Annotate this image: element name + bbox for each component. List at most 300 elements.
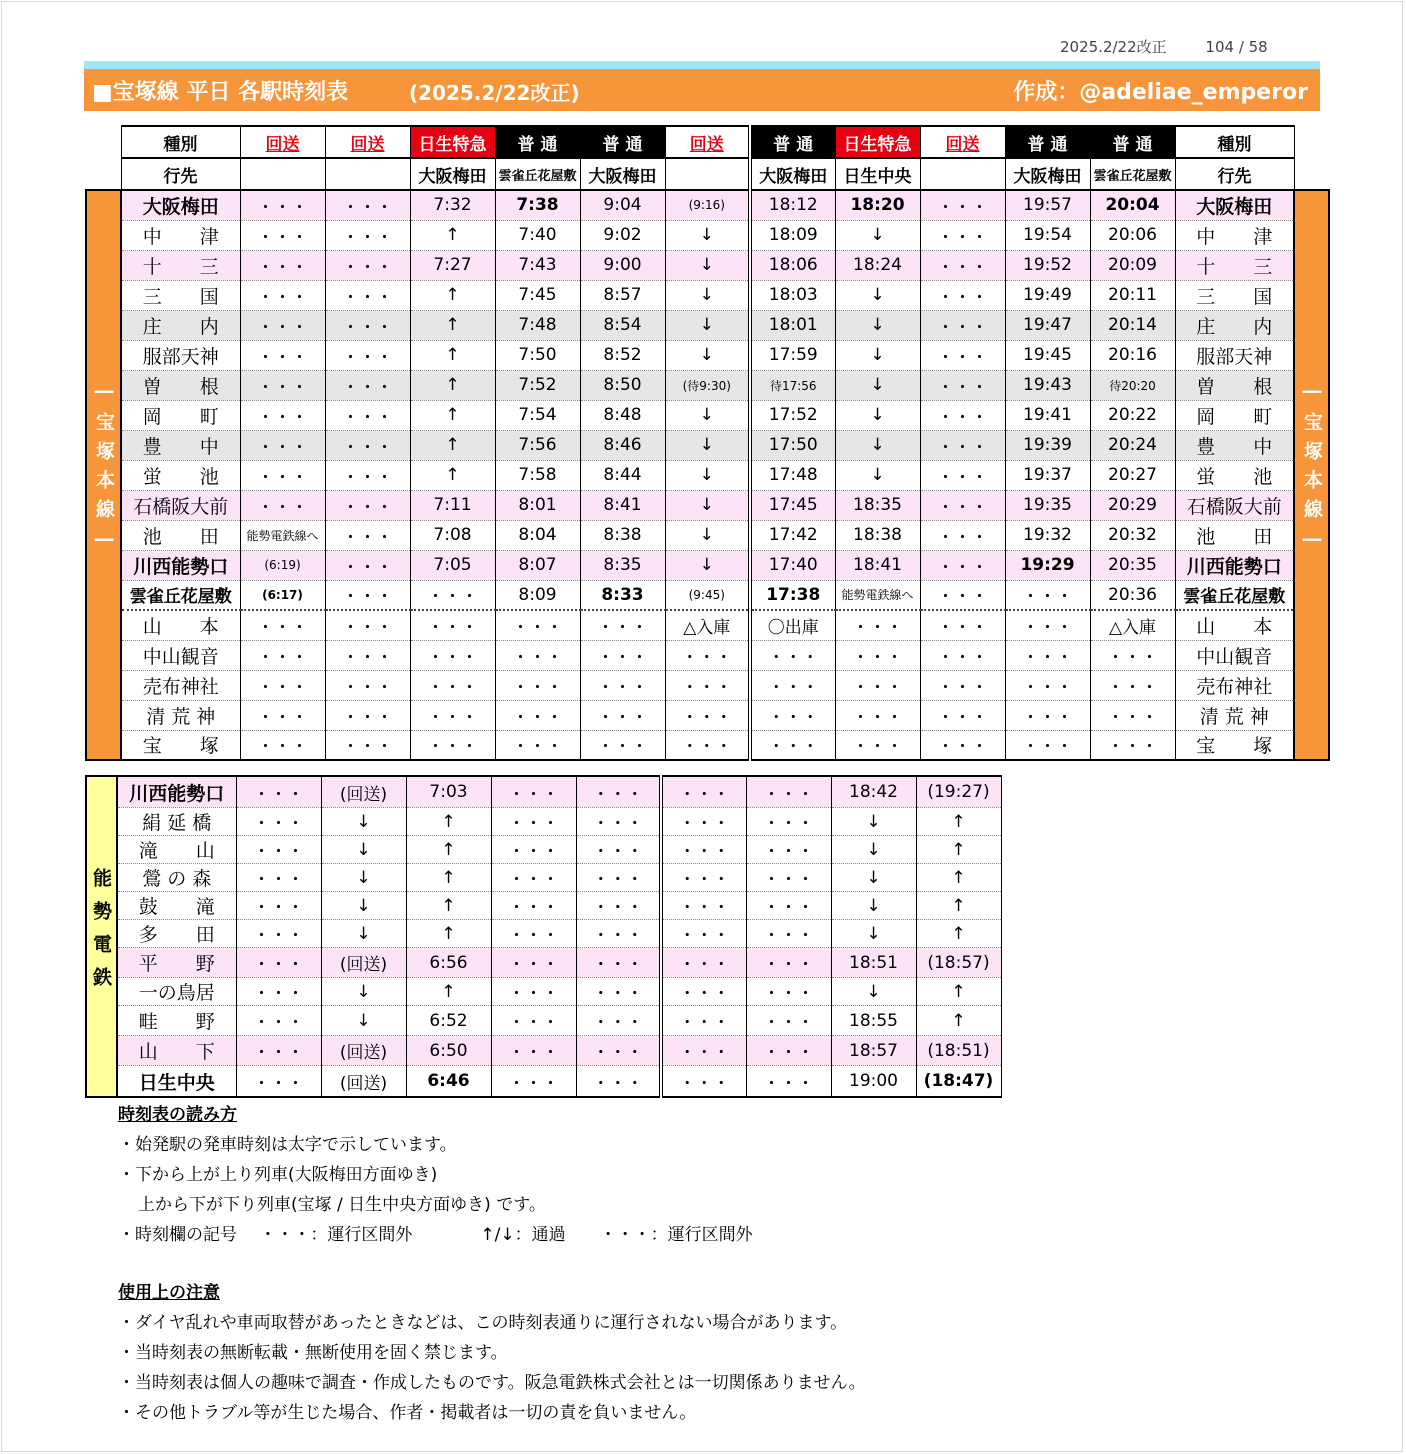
station-name: 曽 根 [121,370,240,400]
time-cell: ・・・ [750,670,835,700]
time-cell: ・・・ [576,776,661,808]
time-cell: ・・・ [750,730,835,760]
train-type-cell: 普 通 [1090,126,1175,158]
station-name: 清 荒 神 [1175,700,1294,730]
time-cell: ・・・ [491,776,576,808]
time-cell: (18:51) [916,1036,1001,1066]
time-cell: ↑ [406,978,491,1006]
time-cell: ・・・ [240,340,325,370]
time-cell: ・・・ [491,808,576,836]
time-cell: ・・・ [661,776,746,808]
time-cell: ・・・ [236,864,321,892]
time-cell: ・・・ [580,640,665,670]
time-cell: ・・・ [576,920,661,948]
revision-label: 2025.2/22改正 [1060,38,1167,56]
time-cell: ・・・ [746,1036,831,1066]
station-name: 大阪梅田 [1175,190,1294,220]
station-name: 日生中央 [117,1066,236,1098]
time-cell: ↑ [410,220,495,250]
time-cell: ↑ [410,280,495,310]
time-cell: ・・・ [236,892,321,920]
time-cell: ・・・ [920,220,1005,250]
time-cell: ・・・ [236,920,321,948]
time-cell: ・・・ [580,610,665,640]
station-name: 三 国 [121,280,240,310]
time-cell: ↑ [410,370,495,400]
time-cell: ・・・ [746,864,831,892]
station-name: 中 津 [121,220,240,250]
station-name: 豊 中 [1175,430,1294,460]
time-cell: 18:35 [835,490,920,520]
page-number: 104 / 58 [1205,38,1268,56]
time-cell: ・・・ [661,808,746,836]
time-cell: 待17:56 [750,370,835,400]
time-cell: 19:45 [1005,340,1090,370]
header-spacer [86,158,121,190]
time-cell: ・・・ [746,836,831,864]
time-cell: ・・・ [325,310,410,340]
time-cell: ↓ [831,808,916,836]
train-type-label: 回送 [350,134,385,155]
time-cell: ・・・ [325,730,410,760]
destination-cell [665,158,750,190]
time-cell: ・・・ [920,340,1005,370]
time-cell: (19:27) [916,776,1001,808]
destination-cell: 行先 [121,158,240,190]
time-cell: 17:59 [750,340,835,370]
train-type-cell: 種別 [121,126,240,158]
station-name: 宝 塚 [1175,730,1294,760]
time-cell: ・・・ [746,978,831,1006]
time-cell: ・・・ [665,670,750,700]
line-side-text: ―宝塚本線― [93,379,115,560]
time-cell: ・・・ [661,864,746,892]
station-name: 服部天神 [1175,340,1294,370]
time-cell: ・・・ [835,670,920,700]
station-name: 畦 野 [117,1006,236,1036]
nose-electric-timetable [85,775,1002,1098]
time-cell: ・・・ [835,640,920,670]
time-cell: ↓ [835,280,920,310]
train-type-cell [665,126,750,158]
station-name: 庄 内 [1175,310,1294,340]
time-cell: 19:35 [1005,490,1090,520]
time-cell: ↓ [835,430,920,460]
time-cell: 20:27 [1090,460,1175,490]
time-cell: 19:47 [1005,310,1090,340]
time-cell: 20:09 [1090,250,1175,280]
time-cell: ↑ [406,864,491,892]
time-cell: ・・・ [410,580,495,610]
time-cell: ・・・ [491,978,576,1006]
time-cell: 19:41 [1005,400,1090,430]
time-cell: ・・・ [325,640,410,670]
time-cell: ・・・ [750,700,835,730]
time-cell: ・・・ [920,190,1005,220]
header-spacer [86,126,121,158]
time-cell: 7:58 [495,460,580,490]
time-cell: ・・・ [746,948,831,978]
time-cell: ↑ [410,460,495,490]
time-cell: 能勢電鉄線へ [835,580,920,610]
time-cell: ・・・ [920,310,1005,340]
time-cell: 7:11 [410,490,495,520]
destination-cell: 雲雀丘花屋敷 [1090,158,1175,190]
station-name: 蛍 池 [1175,460,1294,490]
time-cell: ・・・ [920,490,1005,520]
time-cell: ・・・ [920,460,1005,490]
time-cell: ・・・ [495,700,580,730]
time-cell: 9:00 [580,250,665,280]
station-name: 中 津 [1175,220,1294,250]
time-cell: 8:35 [580,550,665,580]
time-cell: ・・・ [661,920,746,948]
station-name: 三 国 [1175,280,1294,310]
howto-line: ・時刻欄の記号 ・・・：運行区間外 ↑/↓：通過 ・・・：運行区間外 [118,1225,753,1245]
time-cell: ・・・ [236,808,321,836]
time-cell: 20:16 [1090,340,1175,370]
time-cell: 18:41 [835,550,920,580]
time-cell: 18:12 [750,190,835,220]
time-cell: ・・・ [325,280,410,310]
line-side-label [86,190,121,760]
time-cell: ・・・ [1090,730,1175,760]
time-cell: ↑ [410,340,495,370]
time-cell: 8:50 [580,370,665,400]
time-cell: 7:54 [495,400,580,430]
time-cell: ・・・ [325,340,410,370]
time-cell: (待9:30) [665,370,750,400]
time-cell: ・・・ [236,948,321,978]
train-type-cell: 普 通 [495,126,580,158]
time-cell: 19:57 [1005,190,1090,220]
station-name: 庄 内 [121,310,240,340]
time-cell: ・・・ [325,520,410,550]
time-cell: ↑ [406,836,491,864]
time-cell: 8:41 [580,490,665,520]
time-cell: ・・・ [920,610,1005,640]
time-cell: ・・・ [491,1066,576,1098]
train-type-cell [240,126,325,158]
time-cell: ↑ [916,836,1001,864]
train-type-cell: 普 通 [1005,126,1090,158]
time-cell: ・・・ [325,190,410,220]
time-cell: 7:50 [495,340,580,370]
time-cell: ・・・ [495,730,580,760]
destination-cell: 大阪梅田 [750,158,835,190]
time-cell: ・・・ [835,730,920,760]
time-cell: ・・・ [576,948,661,978]
author-credit: 作成：@adeliae_emperor [1013,80,1308,105]
time-cell: 18:42 [831,776,916,808]
train-type-label: 回送 [265,134,300,155]
time-cell: 能勢電鉄線へ [240,520,325,550]
time-cell: ・・・ [240,670,325,700]
time-cell: 8:54 [580,310,665,340]
page-header [1060,36,1302,57]
time-cell: 8:33 [580,580,665,610]
time-cell: (回送) [321,948,406,978]
time-cell: 20:11 [1090,280,1175,310]
title-bar [84,69,1320,111]
time-cell: ・・・ [661,978,746,1006]
time-cell: ・・・ [920,400,1005,430]
time-cell: ・・・ [746,808,831,836]
time-cell: ・・・ [580,730,665,760]
time-cell: ・・・ [920,670,1005,700]
time-cell: ↑ [410,310,495,340]
station-name: 多 田 [117,920,236,948]
time-cell: ・・・ [240,250,325,280]
time-cell: ↓ [321,920,406,948]
time-cell: (6:19) [240,550,325,580]
time-cell: 8:57 [580,280,665,310]
time-cell: (18:47) [916,1066,1001,1098]
time-cell: 6:56 [406,948,491,978]
takarazuka-line-timetable [85,125,1330,761]
time-cell: ↑ [406,920,491,948]
time-cell: ・・・ [240,430,325,460]
time-cell: ・・・ [240,190,325,220]
train-type-cell: 日生特急 [835,126,920,158]
time-cell: 18:06 [750,250,835,280]
station-name: 池 田 [121,520,240,550]
time-cell: 7:40 [495,220,580,250]
time-cell: 7:03 [406,776,491,808]
time-cell: ・・・ [750,640,835,670]
time-cell: 18:55 [831,1006,916,1036]
time-cell: (回送) [321,776,406,808]
time-cell: ・・・ [920,580,1005,610]
time-cell: ・・・ [491,892,576,920]
time-cell: 19:29 [1005,550,1090,580]
title-revision: (2025.2/22改正) [409,81,580,105]
time-cell: 19:00 [831,1066,916,1098]
line-side-label [86,776,117,1097]
station-name: 十 三 [121,250,240,280]
time-cell: ↓ [831,920,916,948]
time-cell: ↓ [665,430,750,460]
time-cell: ・・・ [325,490,410,520]
time-cell: 20:14 [1090,310,1175,340]
time-cell: ・・・ [665,730,750,760]
time-cell: 18:09 [750,220,835,250]
time-cell: ・・・ [491,948,576,978]
time-cell: 7:27 [410,250,495,280]
time-cell: 20:06 [1090,220,1175,250]
time-cell: ↑ [916,892,1001,920]
time-cell: ・・・ [495,640,580,670]
time-cell: ・・・ [920,700,1005,730]
time-cell: ・・・ [1005,700,1090,730]
time-cell: ・・・ [576,1006,661,1036]
station-name: 大阪梅田 [121,190,240,220]
station-name: 売布神社 [1175,670,1294,700]
destination-cell: 日生中央 [835,158,920,190]
caution-line: ・当時刻表は個人の趣味で調査・作成したものです。阪急電鉄株式会社とは一切関係ありません。 [118,1373,866,1393]
time-cell: ↓ [665,400,750,430]
time-cell: (回送) [321,1036,406,1066]
time-cell: ↓ [665,520,750,550]
time-cell: 18:51 [831,948,916,978]
station-name: 絹 延 橋 [117,808,236,836]
time-cell: ↓ [665,550,750,580]
time-cell: ・・・ [240,370,325,400]
time-cell: 8:01 [495,490,580,520]
time-cell: ・・・ [325,250,410,280]
train-type-cell: 日生特急 [410,126,495,158]
header-spacer [1294,158,1329,190]
station-name: 服部天神 [121,340,240,370]
time-cell: 8:07 [495,550,580,580]
time-cell: ・・・ [325,220,410,250]
time-cell: ↓ [835,400,920,430]
time-cell: ・・・ [240,220,325,250]
time-cell: 20:29 [1090,490,1175,520]
time-cell: ・・・ [325,610,410,640]
time-cell: ・・・ [661,1006,746,1036]
station-name: 石橋阪大前 [121,490,240,520]
station-name: 山 本 [1175,610,1294,640]
station-name: 豊 中 [121,430,240,460]
time-cell: ・・・ [835,700,920,730]
time-cell: 7:38 [495,190,580,220]
time-cell: 9:04 [580,190,665,220]
time-cell: ↓ [665,280,750,310]
time-cell: 8:46 [580,430,665,460]
time-cell: 〇出庫 [750,610,835,640]
time-cell: 19:49 [1005,280,1090,310]
line-side-text: 能勢電鉄 [90,868,112,1000]
time-cell: ・・・ [576,892,661,920]
time-cell: 20:35 [1090,550,1175,580]
station-name: 山 本 [121,610,240,640]
station-name: 十 三 [1175,250,1294,280]
train-type-label: 回送 [689,134,724,155]
time-cell: ・・・ [325,400,410,430]
time-cell: ・・・ [236,1006,321,1036]
time-cell: ・・・ [920,730,1005,760]
time-cell: ・・・ [661,948,746,978]
time-cell: ・・・ [920,280,1005,310]
time-cell: ↓ [835,220,920,250]
time-cell: ・・・ [236,776,321,808]
time-cell: ・・・ [920,520,1005,550]
time-cell: ・・・ [665,700,750,730]
time-cell: ・・・ [491,864,576,892]
station-name: 中山観音 [121,640,240,670]
time-cell: ・・・ [1005,580,1090,610]
station-name: 売布神社 [121,670,240,700]
time-cell: ・・・ [240,700,325,730]
destination-cell: 大阪梅田 [410,158,495,190]
station-name: 平 野 [117,948,236,978]
station-name: 宝 塚 [121,730,240,760]
time-cell: ・・・ [1005,730,1090,760]
time-cell: ・・・ [920,370,1005,400]
time-cell: ・・・ [325,580,410,610]
station-name: 滝 山 [117,836,236,864]
time-cell: ・・・ [410,730,495,760]
howto-line: ・始発駅の発車時刻は太字で示しています。 [118,1135,457,1155]
train-type-label: 回送 [945,134,980,155]
time-cell: 19:43 [1005,370,1090,400]
time-cell: ・・・ [1005,610,1090,640]
time-cell: 19:54 [1005,220,1090,250]
time-cell: 7:05 [410,550,495,580]
time-cell: ・・・ [746,920,831,948]
caution-line: ・ダイヤ乱れや車両取替があったときなどは、この時刻表通りに運行されない場合があります。 [118,1313,848,1333]
time-cell: ↑ [406,808,491,836]
station-name: 山 下 [117,1036,236,1066]
time-cell: 18:57 [831,1036,916,1066]
time-cell: ・・・ [495,610,580,640]
time-cell: ・・・ [661,892,746,920]
caution-line: ・その他トラブル等が生じた場合、作者・掲載者は一切の責を負いません。 [118,1403,697,1423]
time-cell: ↓ [835,370,920,400]
time-cell: ↑ [916,978,1001,1006]
time-cell: ↑ [410,400,495,430]
station-name: 曽 根 [1175,370,1294,400]
train-type-cell: 種別 [1175,126,1294,158]
time-cell: ・・・ [236,836,321,864]
time-cell: 19:37 [1005,460,1090,490]
time-cell: ・・・ [576,864,661,892]
train-type-cell [920,126,1005,158]
time-cell: 17:38 [750,580,835,610]
time-cell: ・・・ [576,1066,661,1098]
time-cell: ・・・ [746,776,831,808]
station-name: 雲雀丘花屋敷 [121,580,240,610]
time-cell: ↓ [321,978,406,1006]
time-cell: 6:46 [406,1066,491,1098]
time-cell: ↓ [665,220,750,250]
time-cell: ↑ [406,892,491,920]
time-cell: 18:01 [750,310,835,340]
time-cell: ・・・ [240,490,325,520]
time-cell: ・・・ [491,1006,576,1036]
station-name: 池 田 [1175,520,1294,550]
train-type-cell [325,126,410,158]
station-name: 鼓 滝 [117,892,236,920]
time-cell: ・・・ [1005,640,1090,670]
time-cell: ・・・ [236,1036,321,1066]
destination-cell [240,158,325,190]
caution-title: 使用上の注意 [118,1283,220,1303]
time-cell: ↓ [321,1006,406,1036]
time-cell: ・・・ [491,836,576,864]
notes-section [118,1100,866,1428]
line-side-text: ―宝塚本線― [1301,379,1323,560]
station-name: 石橋阪大前 [1175,490,1294,520]
time-cell: ・・・ [325,670,410,700]
time-cell: 7:43 [495,250,580,280]
time-cell: 19:39 [1005,430,1090,460]
page-title: ■宝塚線 平日 各駅時刻表 [92,80,349,105]
time-cell: ・・・ [576,978,661,1006]
station-name: 川西能勢口 [117,776,236,808]
line-side-label [1294,190,1329,760]
station-name: 蛍 池 [121,460,240,490]
time-cell: 17:48 [750,460,835,490]
time-cell: (18:57) [916,948,1001,978]
station-name: 中山観音 [1175,640,1294,670]
time-cell: (9:45) [665,580,750,610]
train-type-cell: 普 通 [580,126,665,158]
time-cell: ・・・ [580,670,665,700]
time-cell: 20:32 [1090,520,1175,550]
time-cell: ・・・ [576,1036,661,1066]
